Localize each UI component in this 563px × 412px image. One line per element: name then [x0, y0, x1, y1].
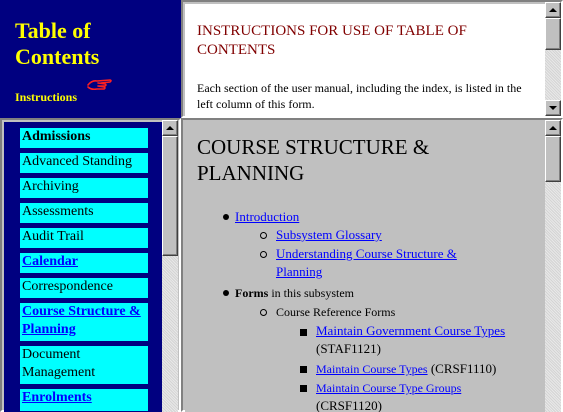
menu-item-course-structure[interactable]: Course Structure & Planning [20, 303, 148, 341]
list-item-forms [235, 284, 354, 302]
menu-item-archiving[interactable]: Archiving [20, 178, 148, 198]
scroll-up-button[interactable] [545, 2, 561, 18]
form-code: (CRSF1120) [316, 398, 382, 412]
page-title: COURSE STRUCTURE & PLANNING [197, 135, 430, 185]
main-content [185, 122, 545, 412]
arrow-up-icon [549, 8, 557, 12]
menu-item-correspondence[interactable]: Correspondence [20, 278, 148, 298]
bullet-disc [223, 290, 229, 296]
menu-item-document-management[interactable]: Document Management [20, 346, 148, 384]
instructions-heading: INSTRUCTIONS FOR USE OF TABLE OF CONTENTS [197, 23, 467, 58]
main-frame [181, 118, 563, 412]
menu-item-audit-trail[interactable]: Audit Trail [20, 228, 148, 248]
bullet-circle [260, 251, 267, 258]
bullet-square [300, 366, 307, 373]
forms-rest: in this subsystem [268, 286, 355, 300]
instructions-scrollbar[interactable] [545, 2, 561, 116]
list-item-course-reference-forms [276, 303, 395, 321]
bullet-square [300, 329, 307, 336]
instructions-frame [181, 0, 563, 118]
instructions-body: Each section of the user manual, including the index, is listed in the left column of this form. [197, 81, 522, 111]
arrow-up-icon [549, 126, 557, 130]
instructions-content [185, 4, 545, 116]
pointing-hand-icon[interactable] [86, 76, 114, 97]
bullet-circle [260, 232, 267, 239]
scroll-down-button[interactable] [545, 100, 561, 116]
bullet-circle [260, 309, 267, 316]
menu-item-enrolments[interactable]: Enrolments [20, 389, 148, 411]
scroll-up-button[interactable] [162, 120, 178, 136]
main-scrollbar[interactable] [545, 120, 561, 412]
maintain-course-type-groups-link[interactable]: Maintain Course Type Groups [316, 381, 462, 395]
arrow-up-icon [166, 126, 174, 130]
menu-item-calendar[interactable]: Calendar [20, 253, 148, 273]
menu-frame [0, 118, 181, 412]
scroll-up-button[interactable] [545, 120, 561, 136]
list-item-gov-course-types [316, 322, 516, 358]
bullet-square [300, 385, 307, 392]
course-reference-forms-label: Course Reference Forms [276, 305, 396, 319]
list-item-course-type-groups [316, 379, 541, 412]
list-item-glossary [276, 226, 382, 244]
arrow-down-icon [549, 106, 557, 110]
list-item-course-types [316, 360, 541, 378]
logo-frame [0, 0, 181, 118]
list-item-introduction [235, 208, 299, 226]
forms-label: Forms [235, 286, 269, 300]
form-code: (CRSF1110) [427, 361, 497, 376]
instructions-link[interactable]: Instructions [15, 90, 78, 104]
bullet-disc [223, 214, 229, 220]
list-item-understanding [276, 245, 506, 281]
maintain-course-types-link[interactable]: Maintain Course Types [316, 362, 428, 376]
menu-item-admissions[interactable]: Admissions [20, 128, 148, 148]
menu-item-advanced-standing[interactable]: Advanced Standing [20, 153, 148, 173]
subsystem-glossary-link[interactable]: Subsystem Glossary [276, 227, 382, 242]
understanding-link[interactable]: Understanding Course Structure & Planning [276, 246, 457, 279]
scroll-thumb[interactable] [545, 18, 561, 50]
scroll-thumb[interactable] [545, 136, 561, 182]
menu-list [4, 122, 164, 412]
menu-item-assessments[interactable]: Assessments [20, 203, 148, 223]
introduction-link[interactable]: Introduction [235, 209, 300, 224]
menu-scrollbar[interactable] [162, 120, 178, 412]
scroll-thumb[interactable] [162, 136, 178, 256]
toc-title: Table of Contents [15, 18, 100, 69]
form-code: (STAF1121) [316, 341, 381, 356]
maintain-government-course-types-link[interactable]: Maintain Government Course Types [316, 323, 506, 338]
